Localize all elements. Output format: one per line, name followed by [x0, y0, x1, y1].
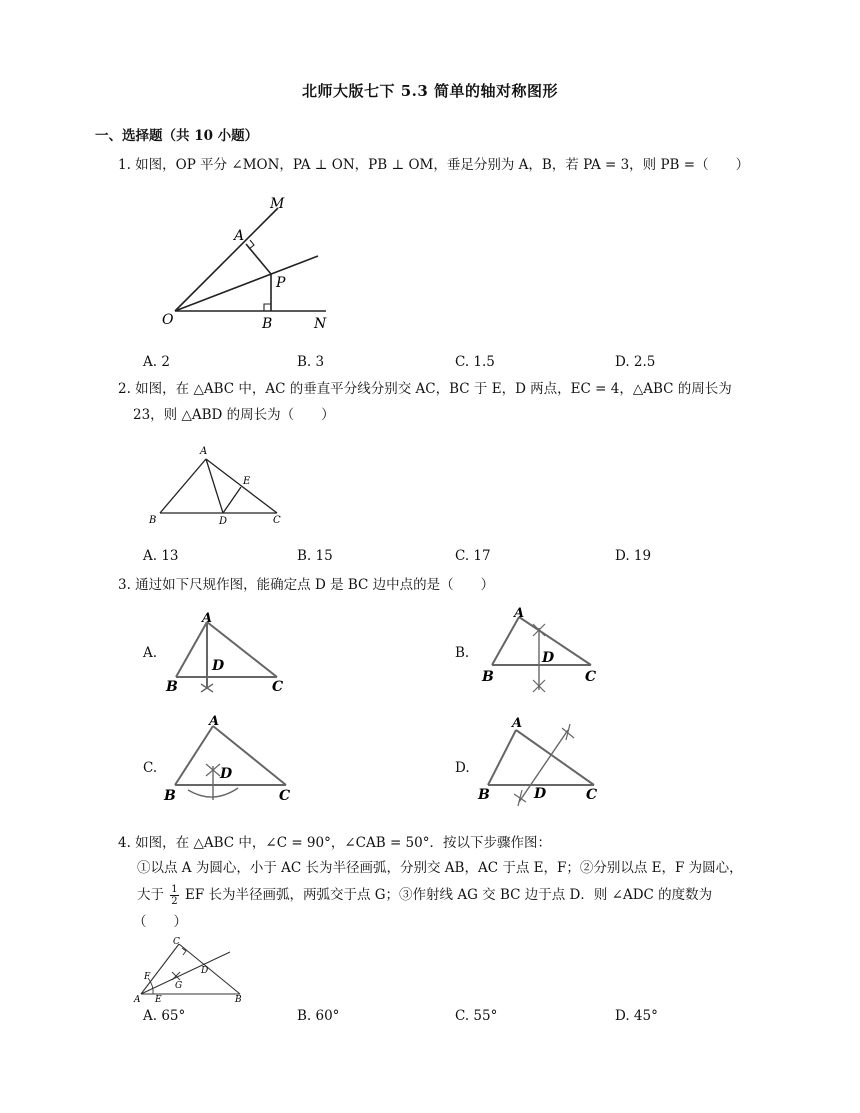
- q3-option-a-label: A.: [143, 645, 158, 661]
- q2-option-b: B. 15: [297, 548, 333, 564]
- question-2-stem-line1: 2. 如图，在 △ABC 中，AC 的垂直平分线分别交 AC，BC 于 E，D 两点，EC = 4，△ABC 的周长为: [118, 381, 732, 397]
- q2-option-c: C. 17: [455, 548, 491, 564]
- q3d-label-b: B: [478, 787, 490, 803]
- fig2-label-c: C: [273, 515, 281, 526]
- fig1-label-o: O: [162, 312, 174, 328]
- q3b-label-a: A: [514, 606, 525, 621]
- fig2-label-d: D: [219, 516, 228, 527]
- fig4-label-e: E: [155, 995, 162, 1005]
- q3-option-b-figure: [478, 600, 608, 695]
- q4-option-a: A. 65°: [143, 1008, 186, 1024]
- q3a-label-c: C: [272, 679, 284, 695]
- fig1-label-n: N: [314, 316, 327, 332]
- q3a-label-b: B: [166, 679, 178, 695]
- q1-option-c: C. 1.5: [455, 354, 495, 370]
- fig4-label-b: B: [235, 995, 242, 1005]
- question-4-stem-line3: [137, 884, 712, 907]
- page-title: 北师大版七下 5.3 简单的轴对称图形: [301, 82, 559, 100]
- q3b-label-c: C: [585, 669, 597, 685]
- q3c-label-b: B: [164, 788, 176, 804]
- fig2-label-e: E: [243, 476, 251, 487]
- q3-option-b-label: B.: [455, 645, 470, 661]
- q3c-label-a: A: [209, 714, 220, 729]
- question-4-stem-line4: （ ）: [133, 914, 187, 930]
- fig2-label-a: A: [200, 446, 208, 457]
- fig4-label-c: C: [173, 937, 180, 947]
- question-1-figure: [150, 190, 350, 338]
- question-2-stem-line2: 23，则 △ABD 的周长为（ ）: [133, 407, 335, 423]
- fig4-label-d: D: [201, 966, 209, 976]
- q3-option-a-figure: [162, 608, 297, 698]
- question-2-figure: [140, 442, 300, 532]
- q4-line3-suffix: EF 长为半径画弧，两弧交于点 G；③作射线 AG 交 BC 边于点 D．则 ∠ADC 的度数为: [184, 887, 713, 903]
- q3-option-c-figure: [160, 710, 300, 805]
- q1-option-d: D. 2.5: [615, 354, 656, 370]
- q1-option-a: A. 2: [143, 354, 170, 370]
- fig4-label-a: A: [134, 995, 141, 1005]
- fraction-denominator: 2: [171, 896, 178, 907]
- question-3-stem: 3. 通过如下尺规作图，能确定点 D 是 BC 边中点的是（ ）: [118, 577, 495, 593]
- fig4-label-f: F: [144, 972, 151, 982]
- q3b-label-d: D: [542, 650, 555, 666]
- q3-option-c-label: C.: [143, 760, 158, 776]
- q3a-label-d: D: [212, 658, 225, 674]
- q2-option-a: A. 13: [143, 548, 179, 564]
- fig2-label-b: B: [149, 515, 157, 526]
- q3d-label-d: D: [534, 786, 547, 802]
- q3d-label-c: C: [586, 787, 598, 803]
- q2-option-d: D. 19: [615, 548, 652, 564]
- q3c-label-c: C: [279, 788, 291, 804]
- question-4-stem-line2: ①以点 A 为圆心，小于 AC 长为半径画弧，分别交 AB，AC 于点 E，F；②分别以点 E，F 为圆心，: [137, 860, 743, 876]
- q3-option-d-label: D.: [455, 760, 470, 776]
- fraction-one-half: [170, 884, 178, 907]
- q3a-label-a: A: [202, 611, 213, 626]
- fig1-label-a: A: [234, 228, 245, 244]
- q3d-label-a: A: [512, 716, 523, 731]
- question-1-stem: 1. 如图，OP 平分 ∠MON，PA ⊥ ON，PB ⊥ OM，垂足分别为 A，B，若 PA = 3，则 PB =（ ）: [118, 157, 750, 173]
- q4-option-b: B. 60°: [297, 1008, 340, 1024]
- q4-option-c: C. 55°: [455, 1008, 498, 1024]
- fig1-label-p: P: [276, 275, 286, 291]
- q3-option-d-figure: [474, 710, 614, 810]
- q3b-label-b: B: [482, 669, 494, 685]
- q3c-label-d: D: [220, 766, 233, 782]
- fig1-label-m: M: [270, 196, 285, 212]
- fig4-label-g: G: [175, 981, 183, 991]
- q4-option-d: D. 45°: [615, 1008, 658, 1024]
- q1-option-b: B. 3: [297, 354, 325, 370]
- fig1-label-b: B: [262, 316, 273, 332]
- fraction-numerator: 1: [171, 884, 178, 895]
- question-4-figure: [130, 932, 255, 1007]
- question-4-stem-line1: 4. 如图，在 △ABC 中，∠C = 90°，∠CAB = 50°．按以下步骤作图：: [118, 835, 551, 851]
- q4-line3-prefix: 大于: [137, 887, 164, 903]
- section-heading: 一、选择题（共 10 小题）: [95, 128, 259, 144]
